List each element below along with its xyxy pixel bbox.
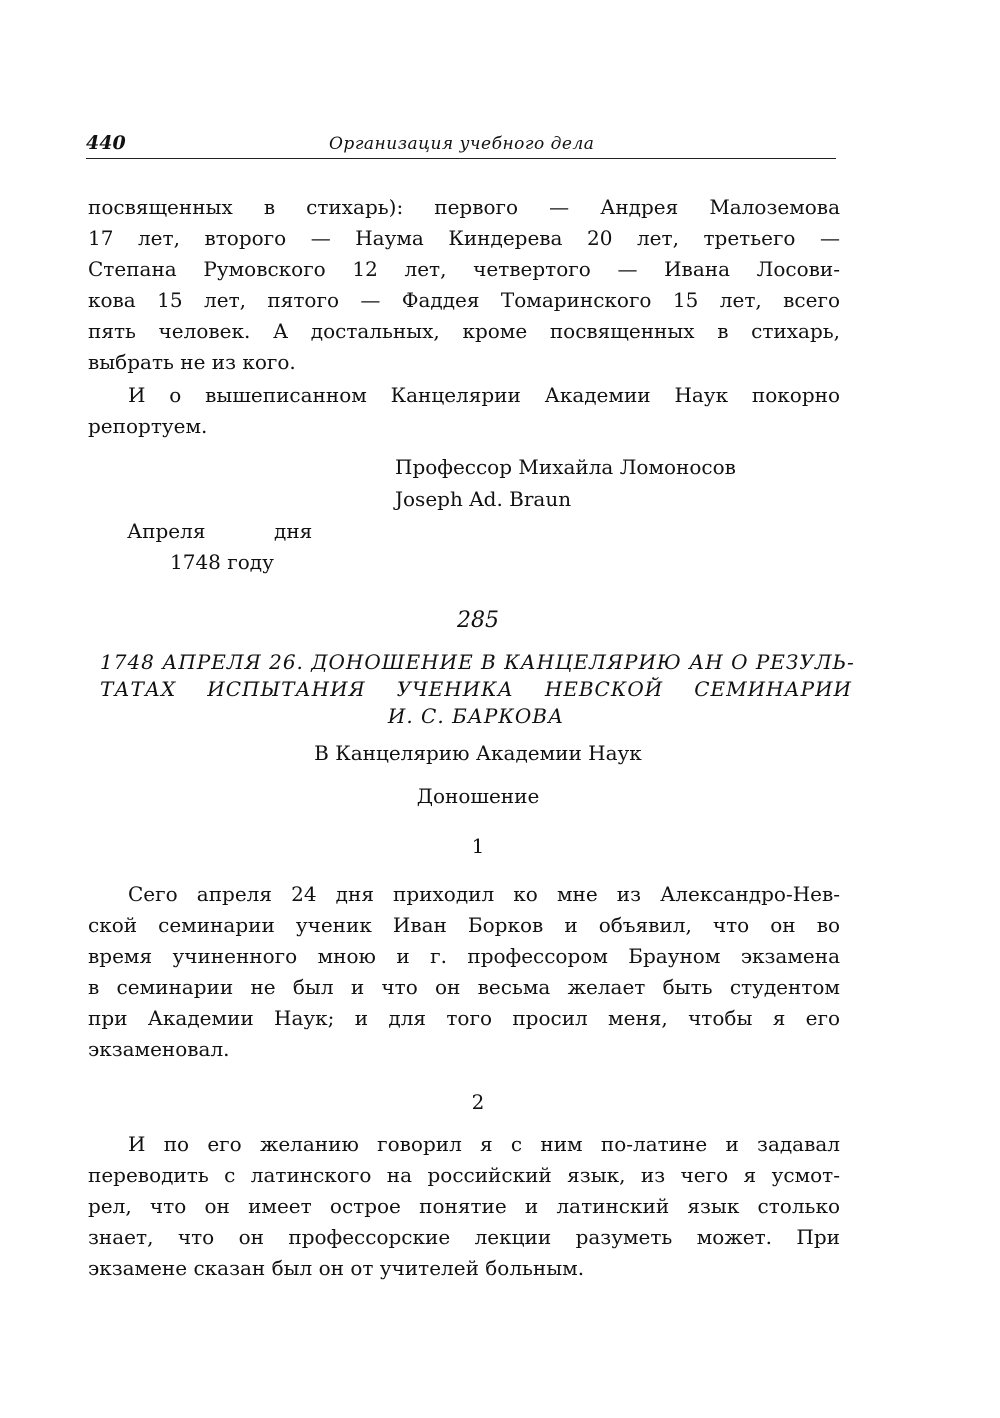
document-number: 285 bbox=[457, 608, 499, 633]
text-line: переводить с латинского на российский язык, из чего я усмот- bbox=[88, 1163, 840, 1187]
heading-line: 1748 АПРЕЛЯ 26. ДОНОШЕНИЕ В КАНЦЕЛЯРИЮ АН О РЕЗУЛЬ- bbox=[100, 650, 855, 674]
text-line: ской семинарии ученик Иван Борков и объявил, что он во bbox=[88, 913, 840, 937]
date-year: 1748 году bbox=[170, 550, 274, 574]
text-line: время учиненного мною и г. профессором Брауном экзамена bbox=[88, 944, 840, 968]
text-line: при Академии Наук; и для того просил меня, чтобы я его bbox=[88, 1006, 840, 1030]
text-line: экзамене сказан был он от учителей больным. bbox=[88, 1256, 585, 1280]
heading-line: И. С. БАРКОВА bbox=[387, 704, 565, 728]
section-number: 1 bbox=[471, 834, 485, 858]
text-line: репортуем. bbox=[88, 414, 208, 438]
section-1-text bbox=[88, 879, 840, 1065]
text-line: в семинарии не был и что он весьма желает быть студентом bbox=[88, 975, 840, 999]
page-number: 440 bbox=[86, 132, 126, 154]
date-month: Апреля bbox=[127, 519, 206, 543]
running-title: Организация учебного дела bbox=[329, 134, 595, 154]
signature-ru: Профессор Михайла Ломоносов bbox=[395, 455, 736, 479]
paragraph-report bbox=[88, 380, 840, 442]
document-heading bbox=[100, 649, 855, 730]
signature-latin: Joseph Ad. Braun bbox=[395, 487, 572, 511]
text-line: пять человек. А достальных, кроме посвященных в стихарь, bbox=[88, 319, 840, 343]
text-line: Степана Румовского 12 лет, четвертого — Ивана Лосови- bbox=[88, 257, 840, 281]
section-2-text bbox=[88, 1129, 840, 1284]
text-line: И о вышеписанном Канцелярии Академии Наук покорно bbox=[128, 383, 840, 407]
text-line: выбрать не из кого. bbox=[88, 350, 296, 374]
addressee: В Канцелярию Академии Наук bbox=[314, 741, 642, 765]
text-line: 17 лет, второго — Наума Киндерева 20 лет, третьего — bbox=[88, 226, 840, 250]
paragraph-continued bbox=[88, 192, 840, 378]
date-day-word: дня bbox=[274, 519, 313, 543]
section-number: 2 bbox=[471, 1090, 485, 1114]
running-header bbox=[86, 130, 836, 159]
heading-line: ТАТАХ ИСПЫТАНИЯ УЧЕНИКА НЕВСКОЙ СЕМИНАРИИ bbox=[100, 677, 852, 701]
text-line: экзаменовал. bbox=[88, 1037, 230, 1061]
text-line: Сего апреля 24 дня приходил ко мне из Александро-Нев- bbox=[128, 882, 840, 906]
text-line: посвященных в стихарь): первого — Андрея Малоземова bbox=[88, 195, 840, 219]
text-line: И по его желанию говорил я с ним по-латине и задавал bbox=[128, 1132, 840, 1156]
text-line: рел, что он имеет острое понятие и латинский язык столько bbox=[88, 1194, 840, 1218]
text-line: кова 15 лет, пятого — Фаддея Томаринского 15 лет, всего bbox=[88, 288, 840, 312]
document-type: Доношение bbox=[416, 784, 540, 808]
text-line: знает, что он профессорские лекции разуметь может. При bbox=[88, 1225, 840, 1249]
